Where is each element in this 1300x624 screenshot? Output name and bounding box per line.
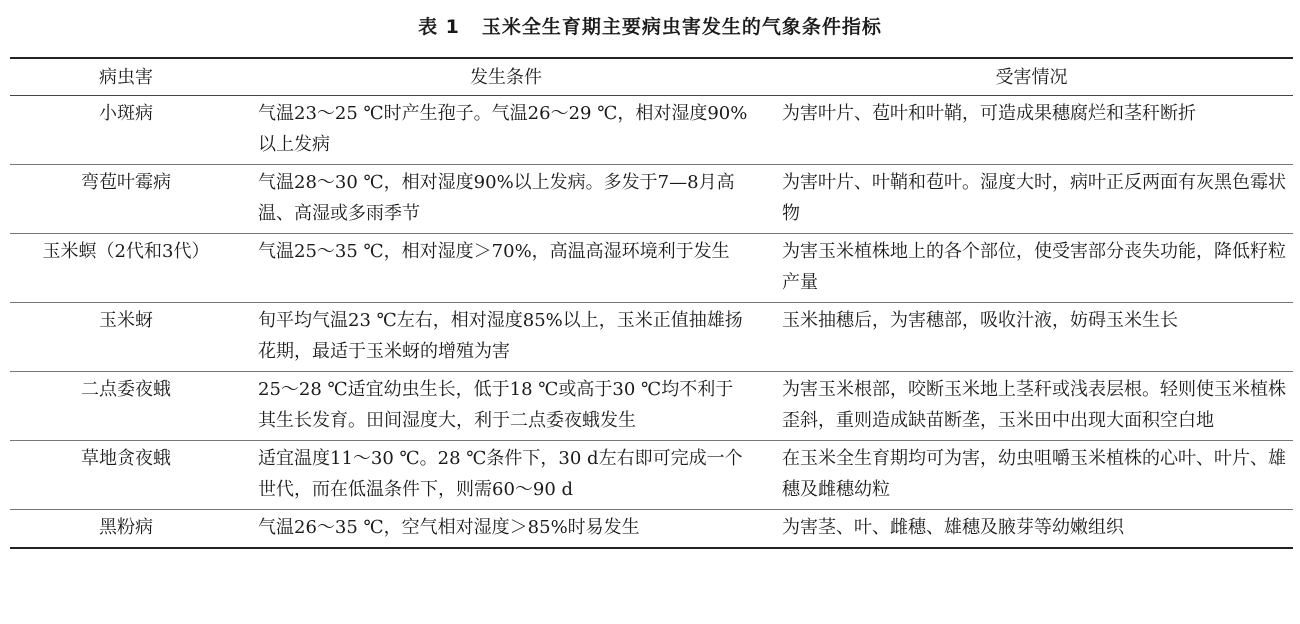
table-row xyxy=(10,96,1293,165)
header-pest: 病虫害 xyxy=(99,66,153,88)
pest-name: 二点委夜蛾 xyxy=(81,379,171,400)
occurrence-condition: 25～28 ℃适宜幼虫生长，低于18 ℃或高于30 ℃均不利于其生长发育。田间湿度大，利于二点委夜蛾发生 xyxy=(258,379,734,431)
occurrence-condition: 气温26～35 ℃，空气相对湿度＞85%时易发生 xyxy=(258,517,640,538)
pest-name: 玉米蚜 xyxy=(99,310,153,331)
table-caption xyxy=(0,12,1300,39)
occurrence-condition: 气温23～25 ℃时产生孢子。气温26～29 ℃，相对湿度90%以上发病 xyxy=(258,103,748,155)
pest-name: 小斑病 xyxy=(99,103,153,124)
occurrence-condition: 旬平均气温23 ℃左右，相对湿度85%以上，玉米正值抽雄扬花期，最适于玉米蚜的增殖为害 xyxy=(258,310,743,362)
table-number: 表 1 xyxy=(418,16,460,38)
table-row xyxy=(10,372,1293,441)
header-damage: 受害情况 xyxy=(995,66,1068,88)
table-header-row xyxy=(10,58,1293,96)
header-condition: 发生条件 xyxy=(470,66,542,88)
occurrence-condition: 气温28～30 ℃，相对湿度90%以上发病。多发于7—8月高温、高湿或多雨季节 xyxy=(258,172,735,224)
table-row xyxy=(10,165,1293,234)
damage-description: 玉米抽穗后，为害穗部，吸收汁液，妨碍玉米生长 xyxy=(782,310,1178,331)
table-title: 玉米全生育期主要病虫害发生的气象条件指标 xyxy=(481,16,882,38)
pest-condition-table xyxy=(10,57,1293,549)
occurrence-condition: 气温25～35 ℃，相对湿度＞70%，高温高湿环境利于发生 xyxy=(258,241,730,262)
damage-description: 为害玉米根部，咬断玉米地上茎秆或浅表层根。轻则使玉米植株歪斜，重则造成缺苗断垄，玉米田中出现大面积空白地 xyxy=(782,379,1286,431)
table-row xyxy=(10,234,1293,303)
pest-name: 草地贪夜蛾 xyxy=(81,448,171,469)
damage-description: 为害叶片、叶鞘和苞叶。湿度大时，病叶正反两面有灰黑色霉状物 xyxy=(782,172,1286,224)
pest-name: 玉米螟（2代和3代） xyxy=(42,241,210,262)
table-row xyxy=(10,441,1293,510)
pest-name: 黑粉病 xyxy=(99,517,153,538)
damage-description: 为害玉米植株地上的各个部位，使受害部分丧失功能，降低籽粒产量 xyxy=(782,241,1286,293)
pest-name: 弯苞叶霉病 xyxy=(81,172,171,193)
damage-description: 为害茎、叶、雌穗、雄穗及腋芽等幼嫩组织 xyxy=(782,517,1124,538)
table-row xyxy=(10,510,1293,549)
occurrence-condition: 适宜温度11～30 ℃。28 ℃条件下，30 d左右即可完成一个世代，而在低温条件下，则需60～90 d xyxy=(258,448,743,500)
damage-description: 为害叶片、苞叶和叶鞘，可造成果穗腐烂和茎秆断折 xyxy=(782,103,1196,124)
table-row xyxy=(10,303,1293,372)
damage-description: 在玉米全生育期均可为害，幼虫咀嚼玉米植株的心叶、叶片、雄穗及雌穗幼粒 xyxy=(782,448,1286,500)
